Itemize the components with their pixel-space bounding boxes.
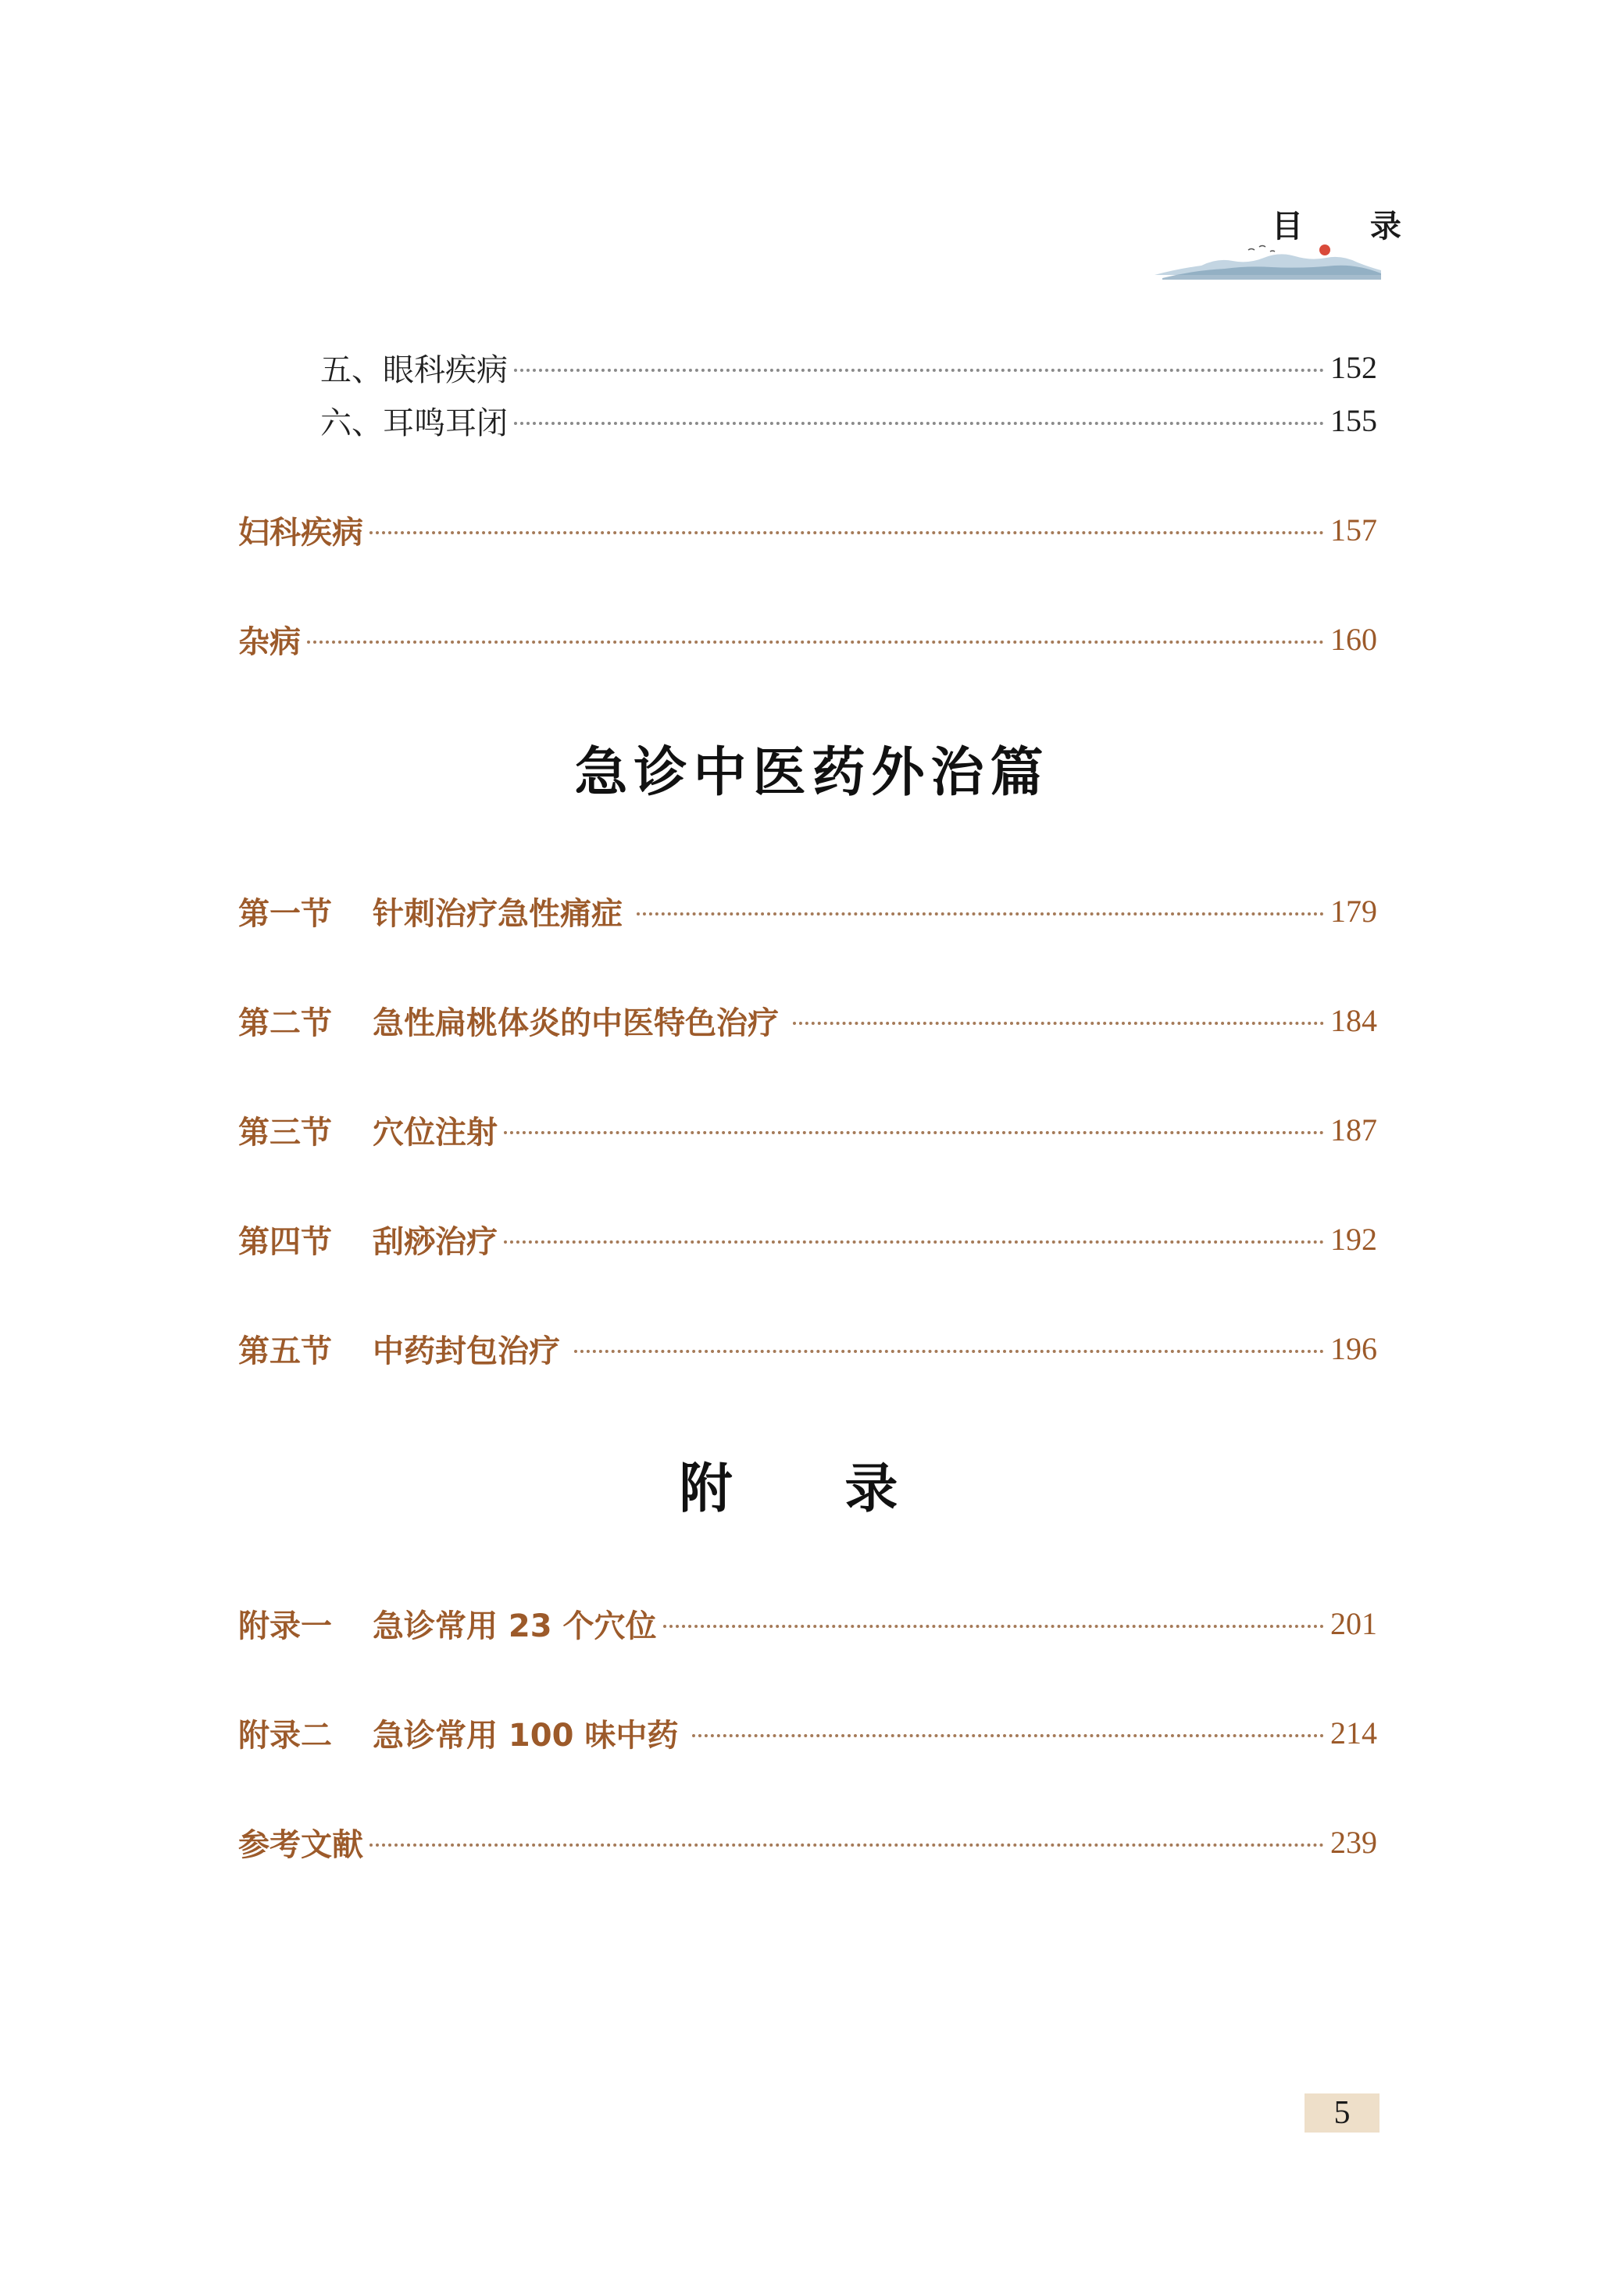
toc-entry-label [238, 1711, 678, 1755]
toc-page-number: 187 [1330, 1112, 1377, 1147]
toc-leader-dots [369, 531, 1324, 534]
toc-entry-section-4[interactable] [238, 1215, 1377, 1262]
toc-entry-label [238, 1108, 498, 1152]
section-number: 第五节 [238, 1333, 332, 1369]
toc-page-number: 157 [1330, 512, 1377, 548]
toc-leader-dots [307, 641, 1324, 644]
toc-entry-section-3[interactable] [238, 1106, 1377, 1153]
toc-entry-section-2[interactable] [238, 997, 1377, 1044]
toc-page-number: 214 [1330, 1715, 1377, 1751]
section-title: 针刺治疗急性痛症 [373, 895, 623, 932]
toc-leader-dots [793, 1022, 1324, 1025]
running-header-title: 目 录 [1272, 208, 1429, 244]
section-title: 中药封包治疗 [373, 1333, 560, 1369]
appendix-number: 附录一 [238, 1608, 332, 1644]
toc-leader-dots [504, 1131, 1324, 1134]
appendix-title: 急诊常用 23 个穴位 [373, 1608, 657, 1644]
toc-entry-appendix-2[interactable] [238, 1709, 1377, 1756]
part-heading-external-treatment: 急诊中医药外治篇 [574, 742, 1050, 804]
section-number: 第二节 [238, 1005, 332, 1041]
toc-leader-dots [369, 1843, 1324, 1847]
toc-page-number: 155 [1330, 402, 1377, 438]
toc-page-number: 152 [1330, 349, 1377, 385]
section-number: 第一节 [238, 895, 332, 932]
toc-entry-label: 五、眼科疾病 [320, 352, 508, 388]
toc-entry-eye-diseases[interactable] [320, 344, 1377, 391]
toc-leader-dots [637, 912, 1324, 915]
section-number: 第三节 [238, 1114, 332, 1151]
toc-page-number: 179 [1330, 893, 1377, 929]
toc-entry-label: 妇科疾病 [238, 514, 363, 551]
toc-leader-dots [663, 1625, 1324, 1628]
toc-entry-label [238, 1217, 498, 1262]
part-heading-appendix: 附 录 [679, 1458, 945, 1520]
appendix-title: 急诊常用 100 味中药 [373, 1717, 679, 1754]
toc-entry-label: 杂病 [238, 623, 301, 660]
appendix-number: 附录二 [238, 1717, 332, 1754]
section-title: 穴位注射 [373, 1114, 498, 1151]
toc-entry-label [238, 1326, 560, 1371]
toc-entry-tinnitus[interactable] [320, 397, 1377, 444]
toc-page-number: 184 [1330, 1002, 1377, 1038]
mountain-landscape-icon [1155, 234, 1381, 281]
toc-entry-misc-diseases[interactable] [238, 616, 1377, 662]
toc-leader-dots [692, 1734, 1324, 1737]
toc-entry-appendix-1[interactable] [238, 1600, 1377, 1647]
toc-leader-dots [514, 422, 1324, 425]
page-number: 5 [1305, 2093, 1380, 2133]
section-title: 刮痧治疗 [373, 1223, 498, 1260]
toc-page-number: 192 [1330, 1221, 1377, 1257]
section-title: 急性扁桃体炎的中医特色治疗 [373, 1005, 779, 1041]
toc-leader-dots [514, 369, 1324, 372]
toc-entry-label: 参考文献 [238, 1826, 363, 1863]
toc-page-number: 201 [1330, 1605, 1377, 1641]
toc-entry-label [238, 889, 623, 933]
toc-entry-label [238, 998, 779, 1043]
toc-entry-label: 六、耳鸣耳闭 [320, 405, 508, 441]
toc-entry-gynecology[interactable] [238, 506, 1377, 553]
toc-entry-references[interactable] [238, 1818, 1377, 1865]
toc-entry-label [238, 1601, 657, 1646]
toc-page-number: 196 [1330, 1330, 1377, 1366]
toc-page-number: 160 [1330, 621, 1377, 657]
section-number: 第四节 [238, 1223, 332, 1260]
toc-entry-section-5[interactable] [238, 1325, 1377, 1372]
toc-leader-dots [504, 1240, 1324, 1244]
toc-leader-dots [574, 1350, 1324, 1353]
toc-entry-section-1[interactable] [238, 887, 1377, 934]
toc-page-number: 239 [1330, 1824, 1377, 1860]
